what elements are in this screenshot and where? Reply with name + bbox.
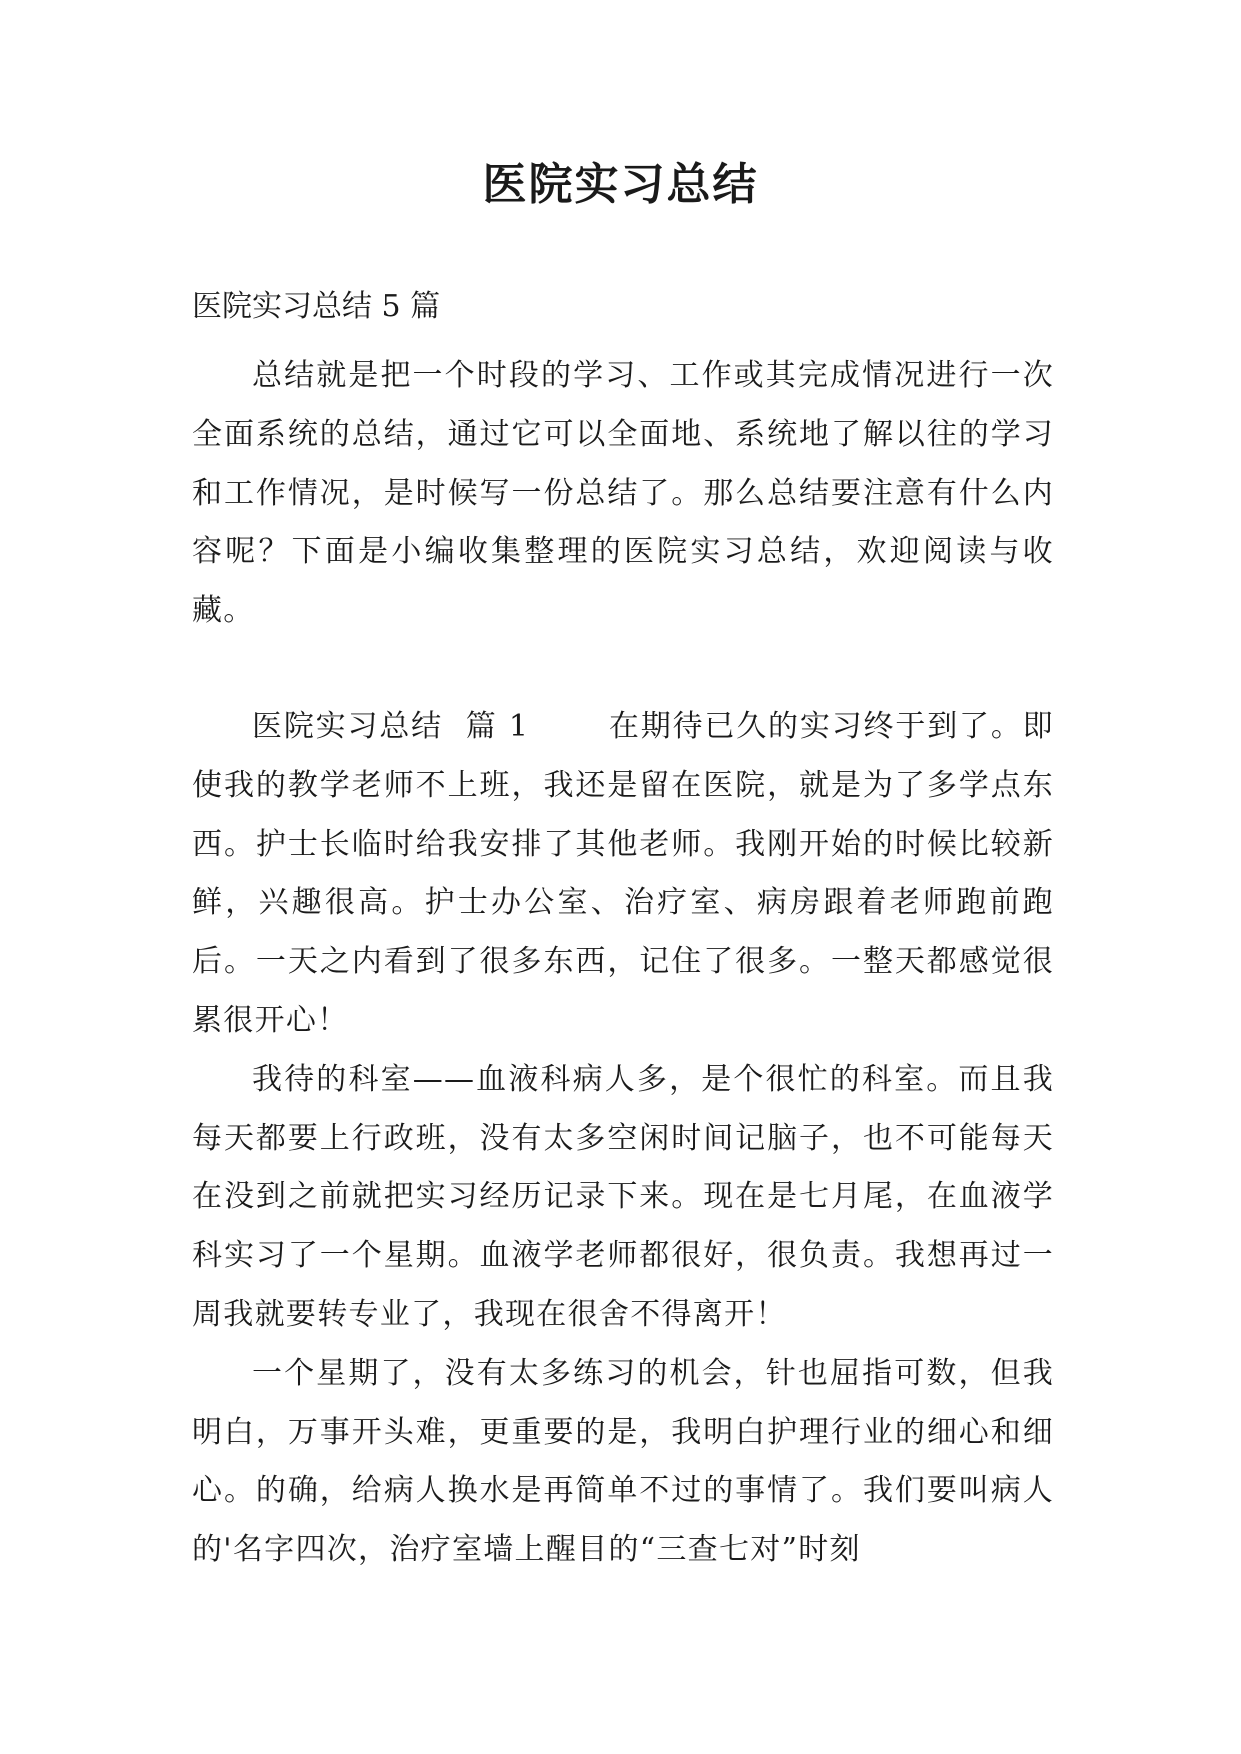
body-paragraph: 我待的科室——血液科病人多，是个很忙的科室。而且我每天都要上行政班，没有太多空闲时间记脑子，也不可能每天在没到之前就把实习经历记录下来。现在是七月尾，在血液学科实习了一个星期。血液学老师都很好，很负责。我想再过一周我就要转专业了，我现在很舍不得离开！ [192, 1061, 1054, 1332]
document-body [192, 287, 1054, 1580]
body-paragraph: 医院实习总结 篇 1 在期待已久的实习终于到了。即使我的教学老师不上班，我还是留在医院，就是为了多学点东西。护士长临时给我安排了其他老师。我刚开始的时候比较新鲜，兴趣很高。护士办公室、治疗室、病房跟着老师跑前跑后。一天之内看到了很多东西，记住了很多。一整天都感觉很累很开心！ [192, 708, 1054, 1038]
document-subtitle: 医院实习总结 5 篇 [192, 289, 441, 324]
paragraph-gap [192, 641, 1054, 698]
document-title: 医院实习总结 [482, 159, 759, 210]
body-paragraph: 一个星期了，没有太多练习的机会，针也屈指可数，但我明白，万事开头难，更重要的是，我明白护理行业的细心和细心。的确，给病人换水是再简单不过的事情了。我们要叫病人的'名字四次，治疗室墙上醒目的“三查七对”时刻 [192, 1355, 1054, 1568]
intro-paragraph: 总结就是把一个时段的学习、工作或其完成情况进行一次全面系统的总结，通过它可以全面地、系统地了解以往的学习和工作情况，是时候写一份总结了。那么总结要注意有什么内容呢？下面是小编收集整理的医院实习总结，欢迎阅读与收藏。 [192, 358, 1054, 629]
